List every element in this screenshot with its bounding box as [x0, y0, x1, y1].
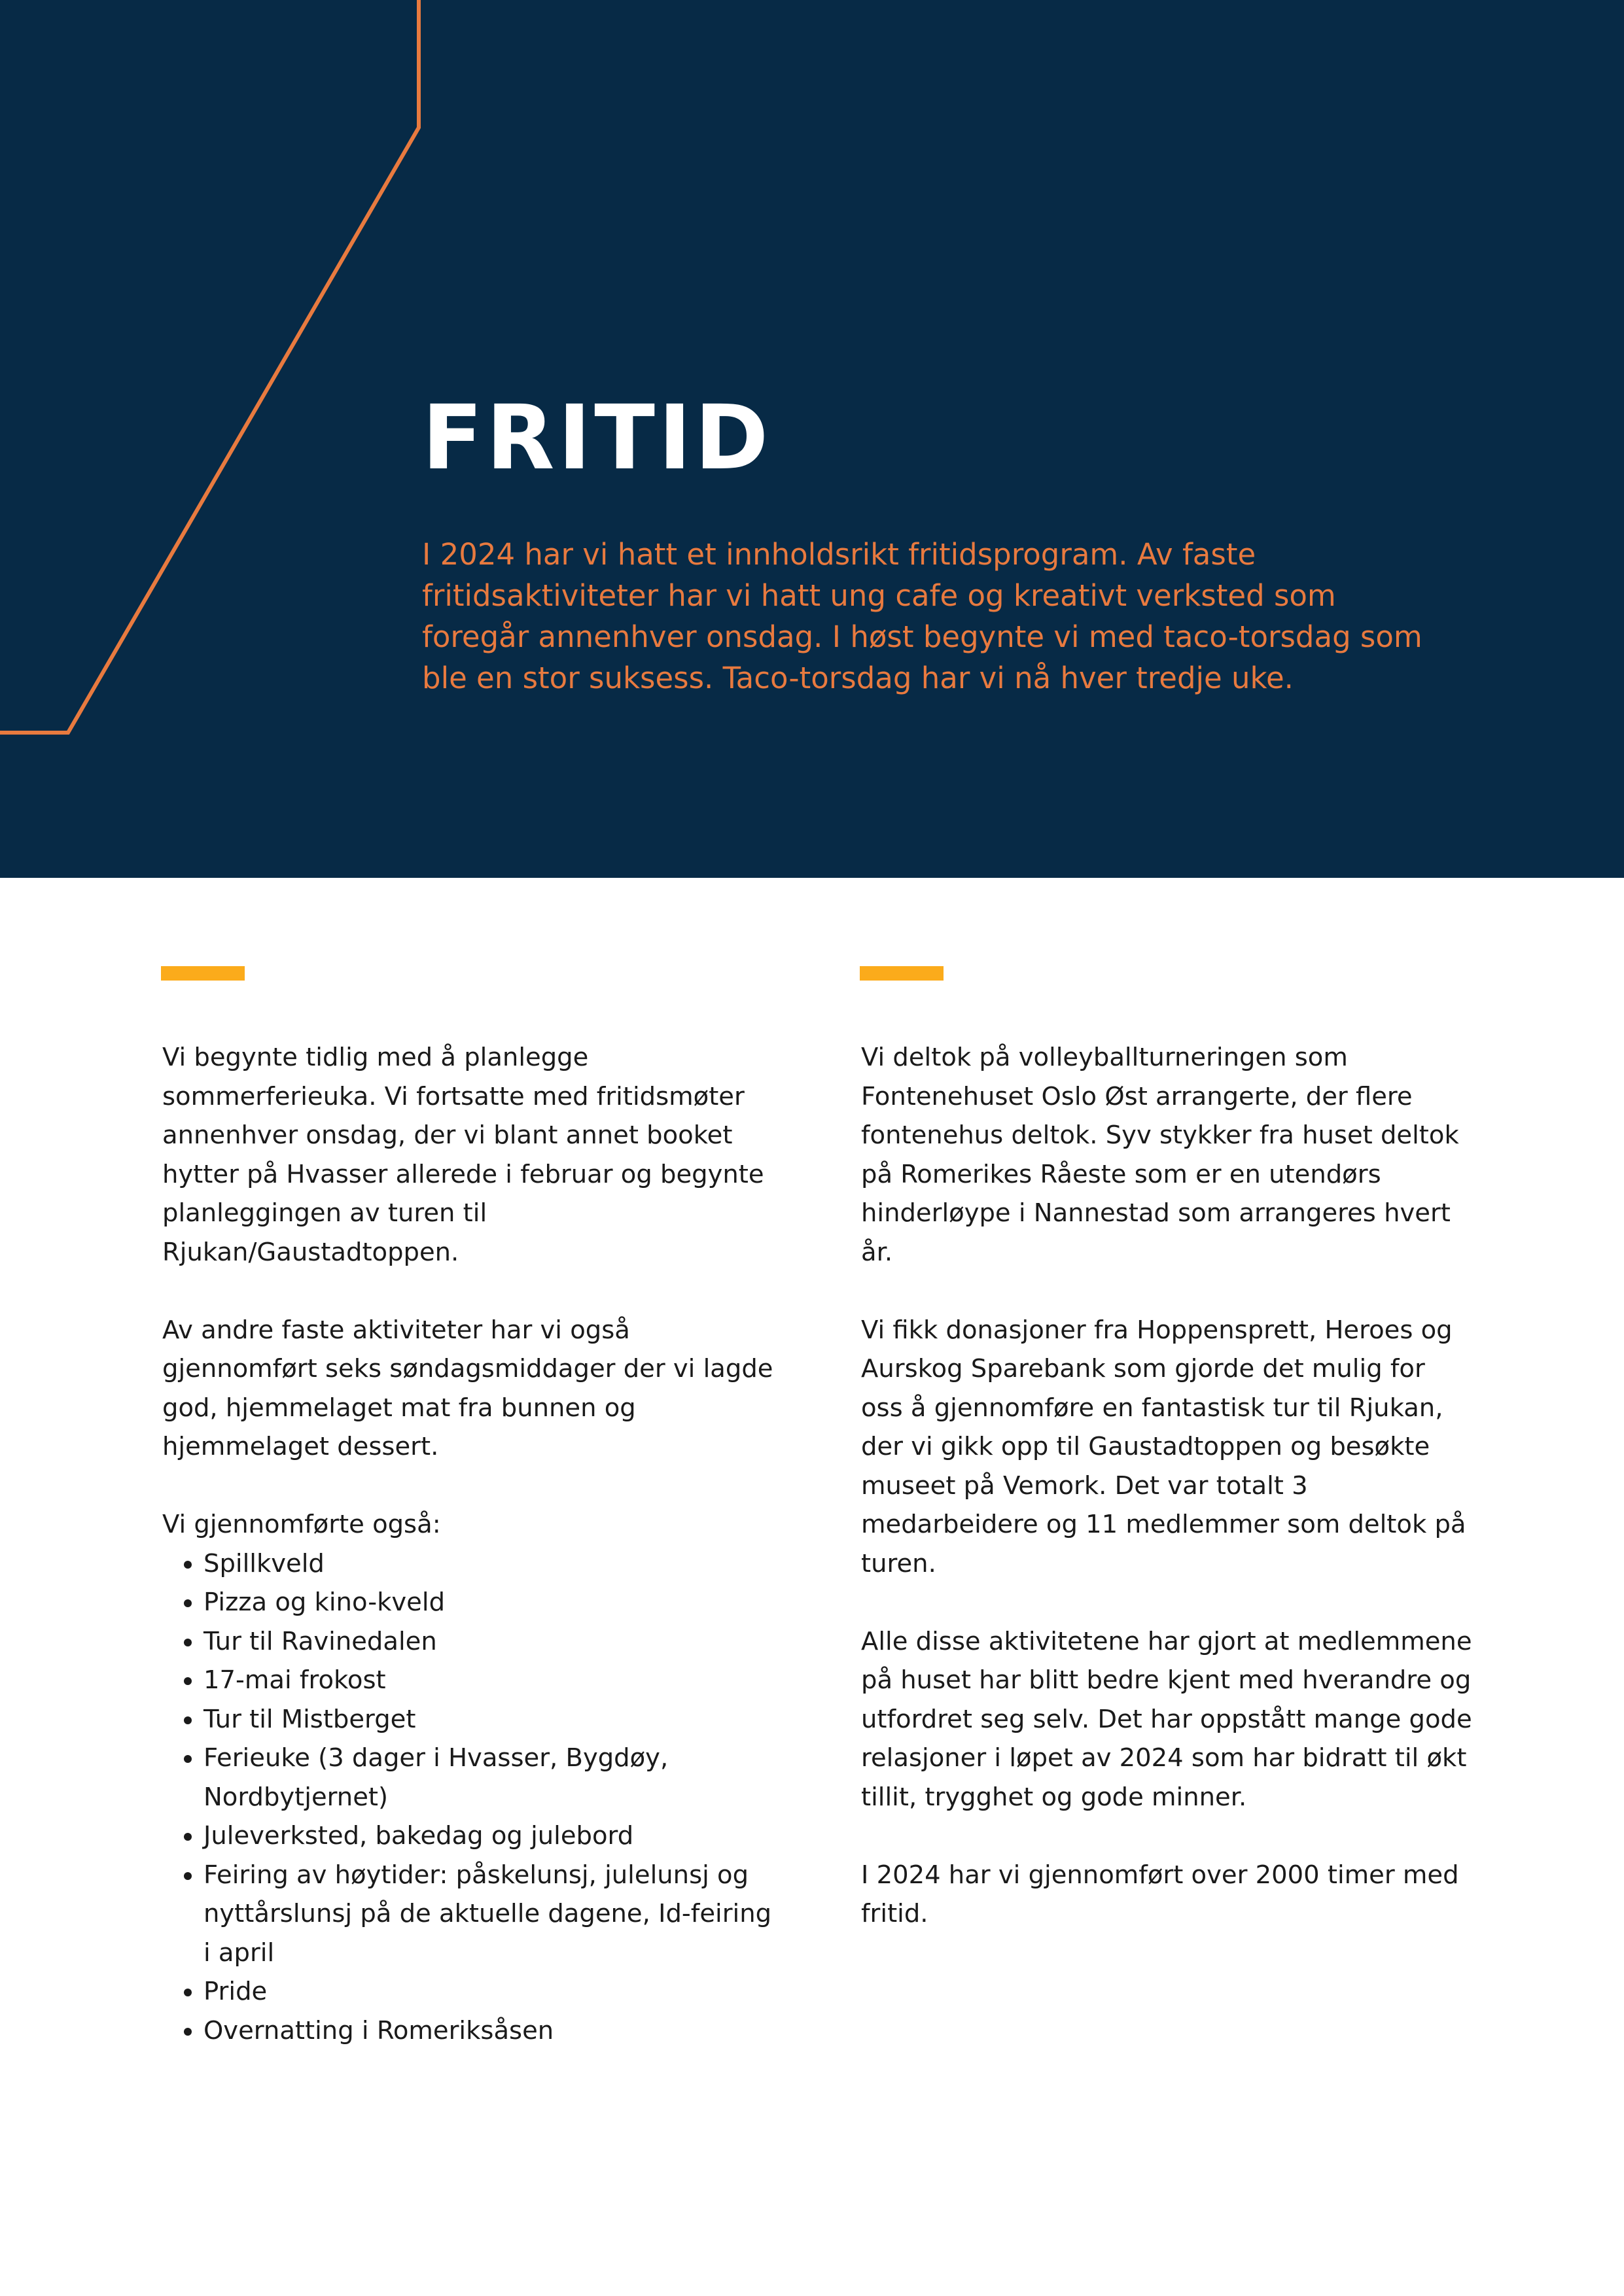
list-item: • Tur til Mistberget: [203, 1700, 774, 1739]
list-item: • Spillkveld: [203, 1544, 774, 1584]
list-item: • Feiring av høytider: påskelunsj, julelunsj og nyttårslunsj på de aktuelle dagene, Id-feiring i april: [203, 1856, 774, 1973]
list-item: • Tur til Ravinedalen: [203, 1622, 774, 1661]
right-paragraph-3: Alle disse aktivitetene har gjort at medlemmene på huset har blitt bedre kjent med hverandre og utfordret seg selv. Det har oppstått mange gode relasjoner i løpet av 2024 som har bidratt til økt tillit, trygghet og gode minner.: [861, 1626, 1472, 1812]
hero-banner: [0, 0, 1624, 878]
list-item: • Juleverksted, bakedag og julebord: [203, 1817, 774, 1856]
page-title: FRITID: [422, 387, 772, 490]
list-item: • Overnatting i Romeriksåsen: [203, 2011, 774, 2051]
list-item: • Pizza og kino-kveld: [203, 1583, 774, 1622]
activity-list: [162, 1544, 774, 2051]
left-column: [162, 1038, 774, 2050]
left-accent-bar: [161, 966, 245, 981]
right-accent-bar: [860, 966, 944, 981]
list-item: • 17-mai frokost: [203, 1661, 774, 1700]
left-paragraph-1: Vi begynte tidlig med å planlegge sommerferieuka. Vi fortsatte med fritidsmøter annenhver onsdag, der vi blant annet booket hytter på Hvasser allerede i februar og begynte planleggingen av turen til Rjukan/Gaustadtoppen.: [162, 1043, 764, 1267]
right-paragraph-4: I 2024 har vi gjennomført over 2000 timer med fritid.: [861, 1860, 1459, 1928]
decorative-line: [0, 0, 458, 747]
right-paragraph-1: Vi deltok på volleyballturneringen som Fontenehuset Oslo Øst arrangerte, der flere fontenehus deltok. Syv stykker fra huset deltok på Romerikes Råeste som er en utendørs hinderløype i Nannestad som arrangeres hvert år.: [861, 1043, 1459, 1267]
intro-text: I 2024 har vi hatt et innholdsrikt fritidsprogram. Av faste fritidsaktiviteter har vi hatt ung cafe og kreativt verksted som foregår annenhver onsdag. I høst begynte vi med taco-torsdag som ble en stor suksess. Taco-torsdag har vi nå hver tredje uke.: [422, 537, 1422, 695]
list-item: • Pride: [203, 1972, 774, 2011]
list-intro: Vi gjennomførte også:: [162, 1510, 441, 1539]
right-paragraph-2: Vi fikk donasjoner fra Hoppensprett, Heroes og Aurskog Sparebank som gjorde det mulig for oss å gjennomføre en fantastisk tur til Rjukan, der vi gikk opp til Gaustadtoppen og besøkte museet på Vemork. Det var totalt 3 medarbeidere og 11 medlemmer som deltok på turen.: [861, 1315, 1466, 1578]
list-item: • Ferieuke (3 dager i Hvasser, Bygdøy, Nordbytjernet): [203, 1739, 774, 1817]
right-column: [861, 1038, 1473, 1934]
left-paragraph-2: Av andre faste aktiviteter har vi også gjennomført seks søndagsmiddager der vi lagde god, hjemmelaget mat fra bunnen og hjemmelaget dessert.: [162, 1315, 773, 1461]
